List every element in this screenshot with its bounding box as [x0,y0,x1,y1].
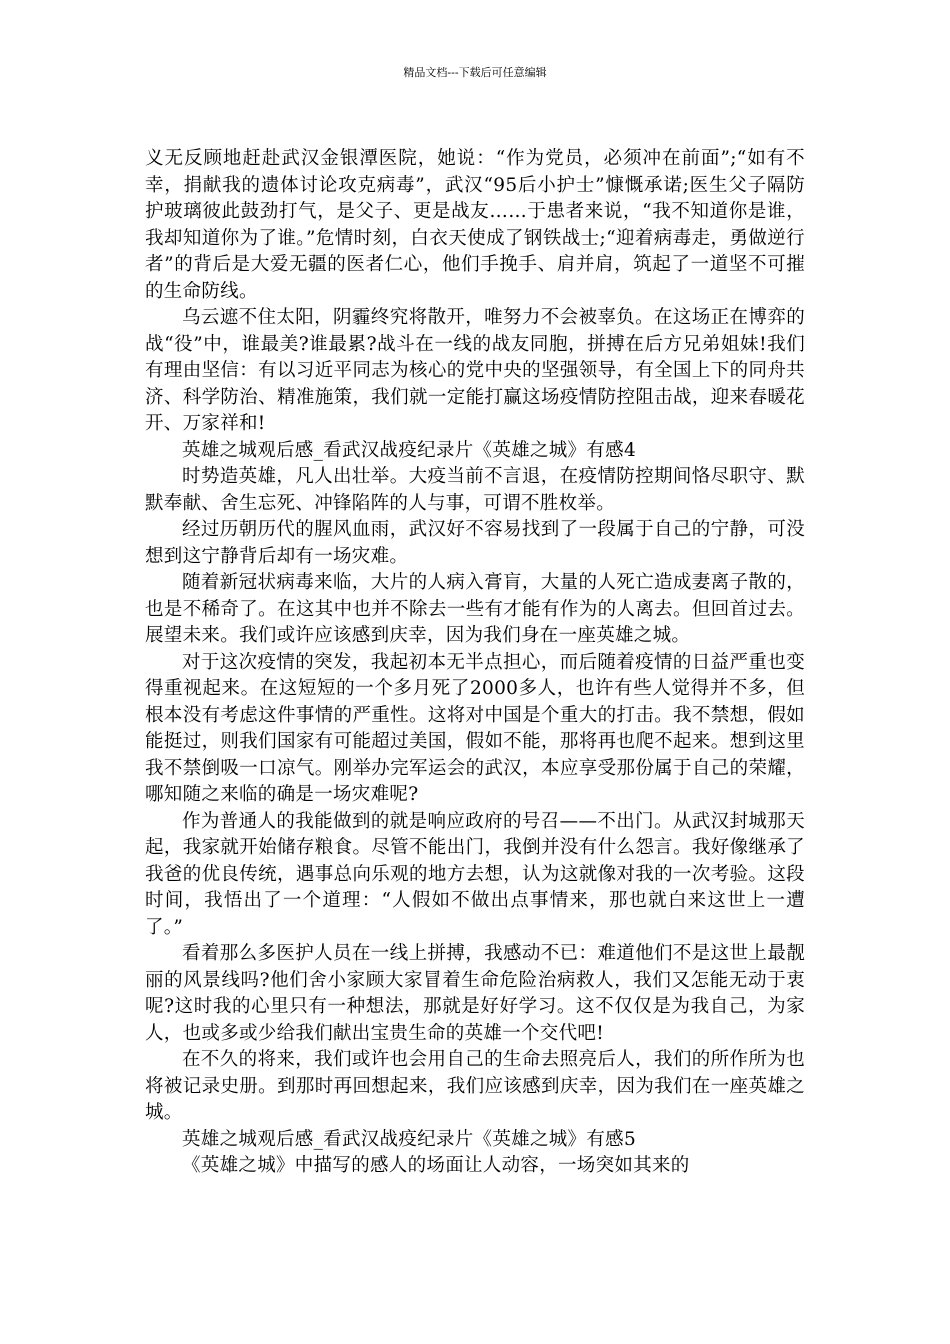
paragraph: 对于这次疫情的突发，我起初本无半点担心，而后随着疫情的日益严重也变得重视起来。在这短短的一个多月死了2000多人，也许有些人觉得并不多，但根本没有考虑这件事情的严重性。这将对中国是个重大的打击。我不禁想，假如能挺过，则我们国家有可能超过美国，假如不能，那将再也爬不起来。想到这里我不禁倒吸一口凉气。刚举办完军运会的武汉，本应享受那份属于自己的荣耀，哪知随之来临的确是一场灾难呢? [145,651,805,805]
paragraph: 乌云遮不住太阳，阴霾终究将散开，唯努力不会被辜负。在这场正在博弈的战“役”中，谁最美?谁最累?战斗在一线的战友同胞，拼搏在后方兄弟姐妹!我们有理由坚信：有以习近平同志为核心的党中央的坚强领导，有全国上下的同舟共济、科学防治、精准施策，我们就一定能打赢这场疫情防控阻击战，迎来春暖花开、万家祥和! [145,307,805,434]
paragraph: 随着新冠状病毒来临，大片的人病入膏肓，大量的人死亡造成妻离子散的，也是不稀奇了。在这其中也并不除去一些有才能有作为的人离去。但回首过去。展望未来。我们或许应该感到庆幸，因为我们身在一座英雄之城。 [145,572,805,646]
paragraph: 看着那么多医护人员在一线上拼搏，我感动不已：难道他们不是这世上最靓丽的风景线吗?他们舍小家顾大家冒着生命危险治病救人，我们又怎能无动于衷呢?这时我的心里只有一种想法，那就是好好学习。这不仅仅是为我自己，为家人，也或多或少给我们献出宝贵生命的英雄一个交代吧! [145,943,805,1044]
section-heading: 英雄之城观后感_看武汉战疫纪录片《英雄之城》有感4 [182,439,637,461]
paragraph: 经过历朝历代的腥风血雨，武汉好不容易找到了一段属于自己的宁静，可没想到这宁静背后却有一场灾难。 [145,519,805,567]
paragraph: 在不久的将来，我们或许也会用自己的生命去照亮后人，我们的所作所为也将被记录史册。到那时再回想起来，我们应该感到庆幸，因为我们在一座英雄之城。 [145,1049,805,1123]
page-header: 精品文档---下载后可任意编辑 [403,66,547,79]
document-body [145,146,805,1180]
paragraph: 《英雄之城》中描写的感人的场面让人动容，一场突如其来的 [182,1155,690,1176]
paragraph: 时势造英雄，凡人出壮举。大疫当前不言退，在疫情防控期间恪尽职守、默默奉献、舍生忘死、冲锋陷阵的人与事，可谓不胜枚举。 [145,466,805,514]
section-heading: 英雄之城观后感_看武汉战疫纪录片《英雄之城》有感5 [182,1128,637,1150]
paragraph: 作为普通人的我能做到的就是响应政府的号召——不出门。从武汉封城那天起，我家就开始储存粮食。尽管不能出门，我倒并没有什么怨言。我好像继承了我爸的优良传统，遇事总向乐观的地方去想，认为这就像对我的一次考验。这段时间，我悟出了一个道理：“人假如不做出点事情来，那也就白来这世上一遭了。” [145,810,805,938]
paragraph: 义无反顾地赶赴武汉金银潭医院，她说：“作为党员，必须冲在前面”;“如有不幸，捐献我的遗体讨论攻克病毒”，武汉“95后小护士”慷慨承诺;医生父子隔防护玻璃彼此鼓劲打气，是父子、更是战友……于患者来说，“我不知道你是谁，我却知道你为了谁。”危情时刻，白衣天使成了钢铁战士;“迎着病毒走，勇做逆行者”的背后是大爱无疆的医者仁心，他们手挽手、肩并肩，筑起了一道坚不可摧的生命防线。 [145,148,805,302]
